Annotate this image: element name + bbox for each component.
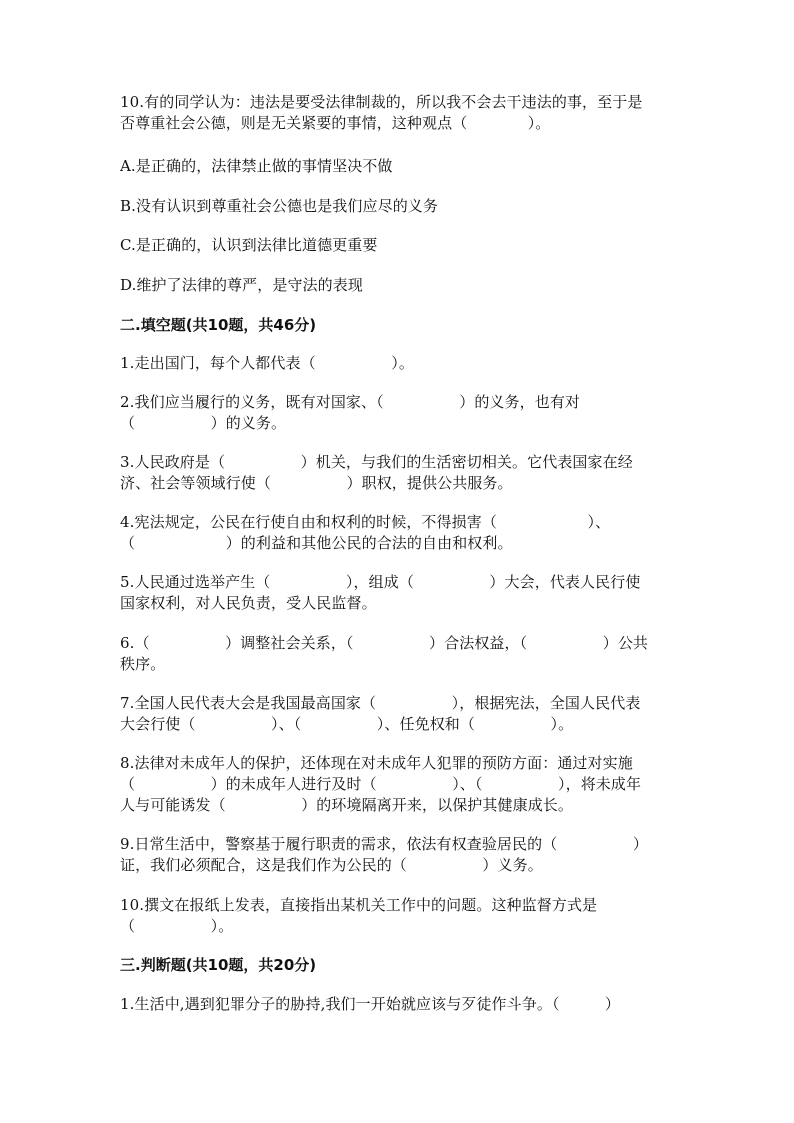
section-title: 三.判断题(共10题，共20分) bbox=[120, 956, 317, 974]
question-fill-7 bbox=[120, 693, 640, 735]
question-text-line: 国家权利，对人民负责，受人民监督。 bbox=[120, 594, 377, 612]
question-text-line: 10.有的同学认为：违法是要受法律制裁的，所以我不会去干违法的事，至于是 bbox=[120, 93, 643, 111]
question-text-line: 大会行使（ ）、（ ）、任免权和（ ）。 bbox=[120, 715, 574, 733]
section-title-fill-blank bbox=[120, 315, 316, 336]
question-fill-6 bbox=[120, 633, 648, 675]
question-mc-10 bbox=[120, 92, 642, 134]
option-c bbox=[120, 235, 378, 256]
question-text-line: 济、社会等领域行使（ ）职权，提供公共服务。 bbox=[120, 474, 513, 492]
option-text: D.维护了法律的尊严，是守法的表现 bbox=[120, 276, 363, 294]
question-text-line: 人与可能诱发（ ）的环境隔离开来，以保护其健康成长。 bbox=[120, 796, 574, 814]
question-text-line: 10.撰文在报纸上发表，直接指出某机关工作中的问题。这种监督方式是 bbox=[120, 896, 598, 914]
section-title: 二.填空题(共10题，共46分) bbox=[120, 316, 317, 334]
option-text: B.没有认识到尊重社会公德也是我们应尽的义务 bbox=[120, 197, 438, 215]
question-text-line: 7.全国人民代表大会是我国最高国家（ ），根据宪法，全国人民代表 bbox=[120, 694, 641, 712]
question-fill-2 bbox=[120, 392, 580, 434]
question-text-line: 3.人民政府是（ ）机关，与我们的生活密切相关。它代表国家在经 bbox=[120, 453, 633, 471]
option-text: C.是正确的，认识到法律比道德更重要 bbox=[120, 236, 378, 254]
question-text-line: 1.生活中,遇到犯罪分子的胁持,我们一开始就应该与歹徒作斗争。（ ） bbox=[120, 995, 620, 1013]
question-text-line: 否尊重社会公德，则是无关紧要的事情，这种观点（ ）。 bbox=[120, 114, 551, 132]
question-text-line: （ ）的义务。 bbox=[120, 414, 287, 432]
question-fill-1 bbox=[120, 353, 414, 374]
question-text-line: 5.人民通过选举产生（ ），组成（ ）大会，代表人民行使 bbox=[120, 573, 641, 591]
question-fill-3 bbox=[120, 452, 633, 494]
section-title-true-false bbox=[120, 955, 316, 976]
option-d bbox=[120, 275, 363, 296]
option-text: A.是正确的，法律禁止做的事情坚决不做 bbox=[120, 157, 393, 175]
question-fill-4 bbox=[120, 512, 610, 554]
question-text-line: 1.走出国门，每个人都代表（ ）。 bbox=[120, 354, 414, 372]
question-text-line: （ ）的未成年人进行及时（ ）、（ ），将未成年 bbox=[120, 775, 642, 793]
question-text-line: 6.（ ）调整社会关系，（ ）合法权益，（ ）公共 bbox=[120, 634, 649, 652]
option-b bbox=[120, 196, 438, 217]
question-text-line: 证，我们必须配合，这是我们作为公民的（ ）义务。 bbox=[120, 856, 543, 874]
question-fill-8 bbox=[120, 753, 641, 816]
question-text-line: 秩序。 bbox=[120, 655, 166, 673]
question-text-line: 4.宪法规定，公民在行使自由和权利的时候，不得损害（ ）、 bbox=[120, 513, 611, 531]
question-fill-5 bbox=[120, 572, 640, 614]
question-tf-1 bbox=[120, 994, 620, 1015]
question-fill-9 bbox=[120, 834, 648, 876]
question-text-line: 8.法律对未成年人的保护，还体现在对未成年人犯罪的预防方面：通过对实施 bbox=[120, 754, 633, 772]
option-a bbox=[120, 156, 393, 177]
question-text-line: （ ）的利益和其他公民的合法的自由和权利。 bbox=[120, 534, 513, 552]
question-fill-10 bbox=[120, 895, 597, 937]
question-text-line: （ ）。 bbox=[120, 917, 234, 935]
question-text-line: 2.我们应当履行的义务，既有对国家、（ ）的义务，也有对 bbox=[120, 393, 581, 411]
question-text-line: 9.日常生活中，警察基于履行职责的需求，依法有权查验居民的（ ） bbox=[120, 835, 648, 853]
